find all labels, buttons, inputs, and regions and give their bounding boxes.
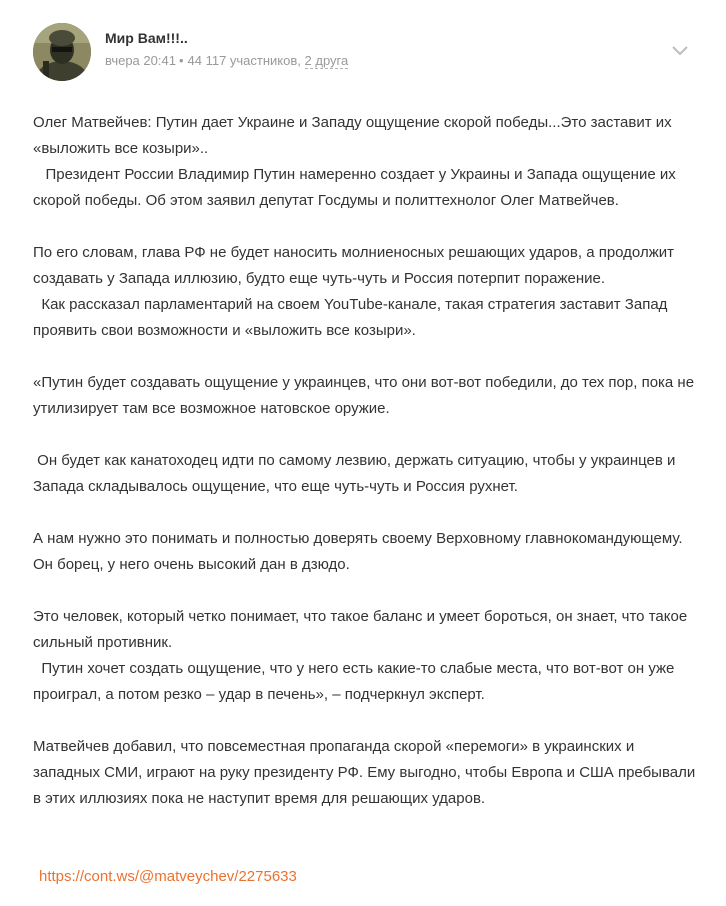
post-paragraph: Президент России Владимир Путин намеренно создает у Украины и Запада ощущение их скорой победы. Об этом заявил депутат Госдумы и политтехнолог Олег Матвейчев. <box>33 166 680 209</box>
post-paragraph: Олег Матвейчев: Путин дает Украине и Западу ощущение скорой победы...Это заставит их «выложить все козыри».. <box>33 114 676 157</box>
paragraph-gap <box>33 422 705 448</box>
post-body <box>33 110 705 812</box>
group-name[interactable]: Мир Вам!!!.. <box>105 30 188 46</box>
member-count: 44 117 участников, <box>187 53 301 68</box>
meta-separator: • <box>178 53 184 68</box>
paragraph-gap <box>33 708 705 734</box>
post-paragraph: Путин хочет создать ощущение, что у него есть какие-то слабые места, что вот-вот он уже проиграл, а потом резко – удар в печень», – подчеркнул эксперт. <box>33 660 679 703</box>
group-avatar[interactable] <box>33 23 91 81</box>
soldier-avatar-icon <box>33 23 91 81</box>
chevron-down-icon-glyph <box>670 44 690 58</box>
chevron-down-icon[interactable] <box>670 44 690 58</box>
post-paragraph: «Путин будет создавать ощущение у украинцев, что они вот-вот победили, до тех пор, пока не утилизирует там все возможное натовское оружие. <box>33 374 699 417</box>
post-meta <box>105 53 348 68</box>
friends-count[interactable]: 2 друга <box>304 53 349 68</box>
post-paragraph: Он будет как канатоходец идти по самому лезвию, держать ситуацию, чтобы у украинцев и Запада складывалось ощущение, что еще чуть-чуть и Россия рухнет. <box>33 452 680 495</box>
post-paragraph: Это человек, который четко понимает, что такое баланс и умеет бороться, он знает, что такое сильный противник. <box>33 608 692 651</box>
post-paragraph: А нам нужно это понимать и полностью доверять своему Верховному главнокомандующему. Он борец, у него очень высокий дан в дзюдо. <box>33 530 687 573</box>
paragraph-gap <box>33 500 705 526</box>
post-paragraph: По его словам, глава РФ не будет наносить молниеносных решающих ударов, а продолжит создавать у Запада иллюзию, будто еще чуть-чуть и Россия потерпит поражение. <box>33 244 679 287</box>
post-header <box>0 0 726 96</box>
paragraph-gap <box>33 214 705 240</box>
source-link[interactable]: https://cont.ws/@matveychev/2275633 <box>39 868 297 885</box>
post-paragraph: Как рассказал парламентарий на своем YouTube-канале, такая стратегия заставит Запад проявить свои возможности и «выложить все козыри». <box>33 296 672 339</box>
paragraph-gap <box>33 344 705 370</box>
post-paragraph: Матвейчев добавил, что повсеместная пропаганда скорой «перемоги» в украинских и западных СМИ, играют на руку президенту РФ. Ему выгодно, чтобы Европа и США пребывали в этих иллюзиях пока не наступит время для решающих ударов. <box>33 738 700 807</box>
post-time[interactable]: вчера 20:41 <box>105 53 176 68</box>
paragraph-gap <box>33 578 705 604</box>
